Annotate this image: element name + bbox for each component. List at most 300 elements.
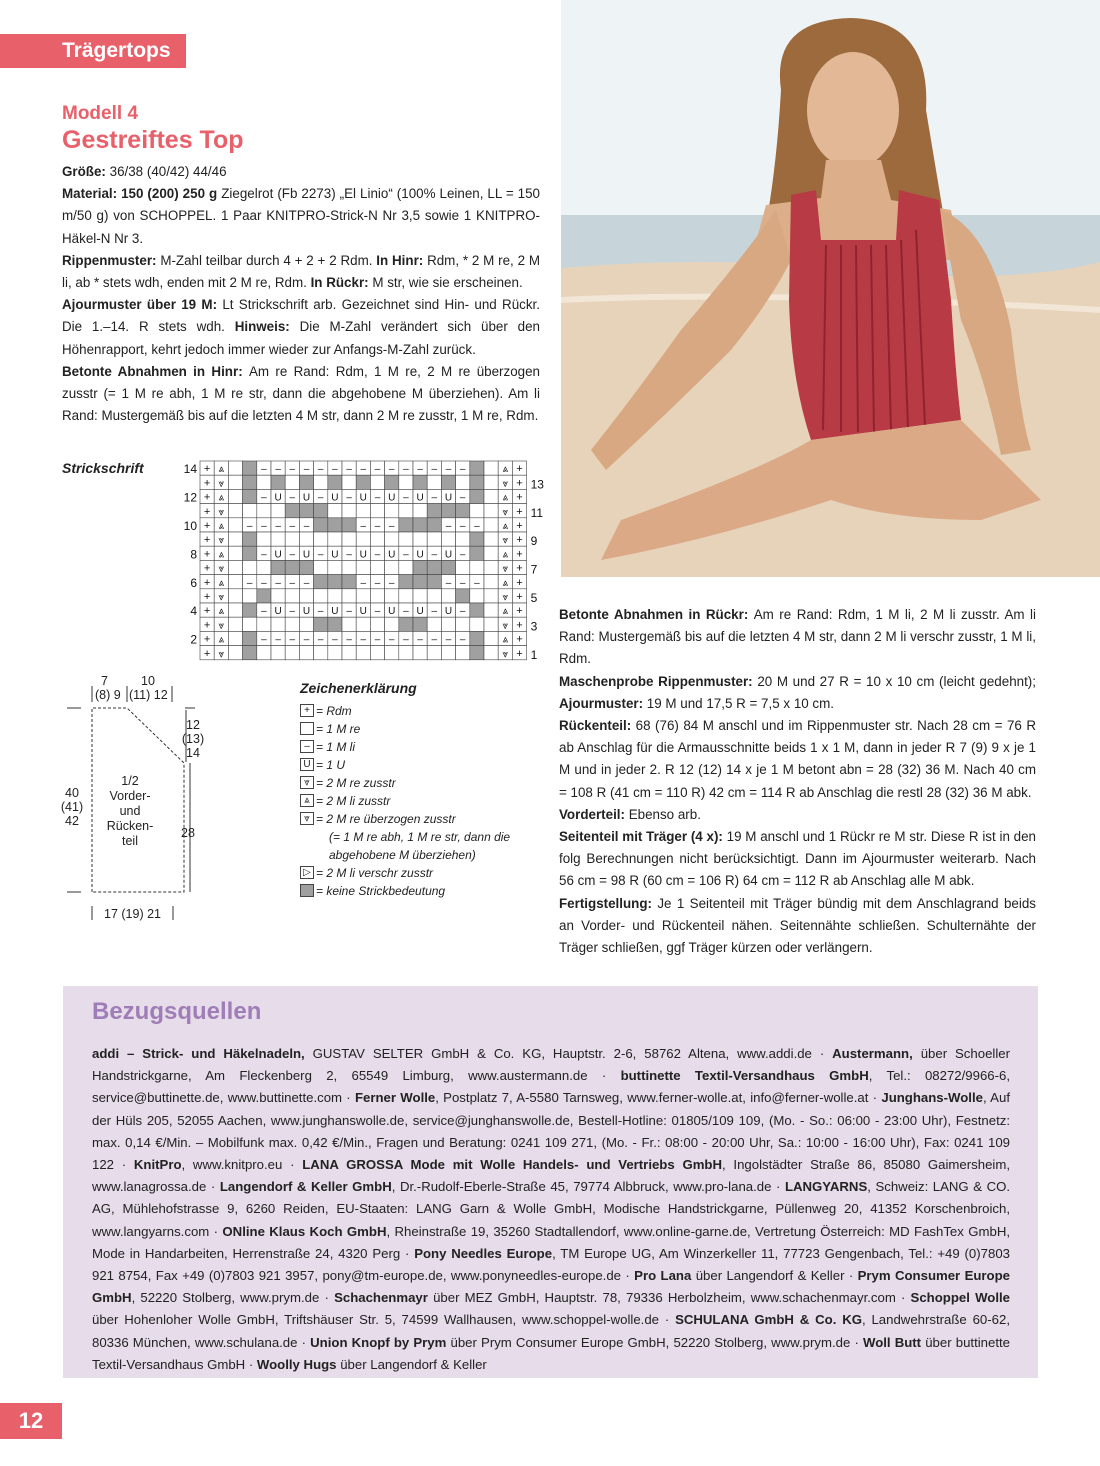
rdm-mark: + bbox=[516, 633, 523, 646]
chart-cell bbox=[441, 646, 455, 660]
purl-mark: – bbox=[360, 634, 367, 646]
purl-mark: – bbox=[431, 492, 438, 504]
yarn-over-mark: U bbox=[302, 492, 311, 504]
purl-mark: – bbox=[374, 549, 381, 561]
chart-cell bbox=[413, 532, 427, 546]
rdm-mark: + bbox=[203, 491, 211, 504]
purl-mark: – bbox=[346, 606, 352, 618]
text-label: Austermann, bbox=[832, 1046, 921, 1061]
decrease-mark: ⩔ bbox=[502, 648, 509, 660]
purl-mark: – bbox=[317, 464, 324, 476]
text-run: über buttinette Textil-Versandhaus GmbH · bbox=[92, 1334, 1011, 1372]
rdm-mark: + bbox=[516, 619, 523, 632]
purl-mark: – bbox=[289, 521, 296, 532]
chart-cell bbox=[427, 646, 441, 660]
p2tog-tbl-symbol-icon: ▷ bbox=[300, 866, 314, 879]
chart-cell bbox=[413, 560, 427, 574]
chart-cell bbox=[441, 560, 455, 574]
legend-label: = 2 M re zusstr bbox=[316, 776, 396, 790]
row-label-left: 10 bbox=[183, 519, 197, 533]
schematic-height-2: (41) bbox=[60, 800, 84, 814]
schematic-center-2: Vorder- bbox=[109, 789, 151, 803]
text-label: buttinette Textil-Versandhaus GmbH bbox=[620, 1068, 869, 1084]
text-run: Je 1 Seitenteil mit Träger bündig mit dem Anschlagrand beids an Vorder- und Rückenteil nähen. Seitennähte schließen. Schulternähte der Träger schließen, ggf Träger kürzen oder verlängern. bbox=[559, 895, 1036, 956]
purl-mark: – bbox=[374, 492, 381, 504]
chart-cell bbox=[441, 617, 455, 631]
text-label: Pro Lana bbox=[634, 1268, 696, 1284]
decrease-mark: ⩔ bbox=[502, 563, 509, 575]
text-run: über Langendorf & Keller · bbox=[695, 1268, 858, 1284]
row-label-right: 1 bbox=[530, 647, 538, 662]
paragraph bbox=[559, 826, 1036, 893]
chart-cell bbox=[299, 646, 313, 660]
chart-cell bbox=[228, 461, 242, 475]
purl-mark: – bbox=[431, 549, 438, 561]
chart-cell bbox=[413, 518, 427, 532]
yarn-over-mark: U bbox=[416, 606, 424, 618]
text-run: GUSTAV SELTER GmbH & Co. KG, Hauptstr. 2-6, 58762 Altena, www.addi.de · bbox=[312, 1046, 833, 1061]
chart-cell bbox=[484, 646, 498, 660]
chart-cell bbox=[257, 560, 271, 574]
text-label: Rippenmuster: bbox=[62, 252, 161, 268]
decrease-mark: ⩓ bbox=[502, 634, 509, 646]
text-label: Ajourmuster über 19 M: bbox=[62, 297, 223, 313]
knit-symbol-icon bbox=[300, 722, 314, 735]
rdm-mark: + bbox=[516, 647, 523, 660]
legend-label: abgehobene M überziehen) bbox=[329, 848, 476, 862]
yarn-over-mark: U bbox=[388, 606, 396, 618]
text-label: LANA GROSSA Mode mit Wolle Handels- und Vertriebs GmbH bbox=[302, 1157, 723, 1173]
chart-cell bbox=[299, 504, 313, 518]
purl-mark: – bbox=[346, 634, 352, 646]
chart-cell bbox=[399, 575, 413, 589]
chart-cell bbox=[228, 546, 242, 560]
chart-legend bbox=[300, 680, 510, 900]
pattern-instructions-right bbox=[559, 604, 1036, 959]
chart-cell bbox=[314, 589, 328, 603]
section-tag: Trägertops bbox=[0, 34, 186, 68]
yarn-over-mark: U bbox=[359, 549, 367, 561]
chart-cell bbox=[413, 504, 427, 518]
chart-cell bbox=[243, 461, 257, 475]
text-run: Lt Strickschrift arb. Gezeichnet sind Hin- und Rückr. Die 1.–14. R stets wdh. bbox=[62, 297, 540, 335]
chart-cell bbox=[328, 560, 342, 574]
rdm-mark: + bbox=[516, 562, 523, 575]
decrease-mark: ⩔ bbox=[502, 620, 509, 632]
chart-cell bbox=[456, 617, 470, 631]
yarn-over-mark: U bbox=[388, 492, 396, 504]
chart-cell bbox=[285, 646, 299, 660]
yarn-over-mark: U bbox=[444, 492, 453, 504]
legend-item bbox=[300, 864, 510, 882]
row-label-right: 13 bbox=[530, 477, 544, 492]
chart-cell bbox=[228, 504, 242, 518]
text-run: , Landwehrstraße 60-62, 80336 München, www.schulana.de · bbox=[92, 1312, 1010, 1350]
chart-cell bbox=[314, 646, 328, 660]
purl-mark: – bbox=[246, 577, 253, 589]
chart-cell bbox=[271, 589, 285, 603]
chart-cell bbox=[484, 546, 498, 560]
text-label: SCHULANA GmbH & Co. KG bbox=[675, 1312, 862, 1328]
chart-cell bbox=[470, 603, 484, 617]
text-run: 36/38 (40/42) 44/46 bbox=[109, 164, 227, 179]
chart-cell bbox=[427, 532, 441, 546]
purl-mark: – bbox=[346, 464, 352, 476]
chart-cell bbox=[271, 475, 285, 489]
rdm-mark: + bbox=[203, 591, 211, 603]
chart-cell bbox=[470, 560, 484, 574]
chart-cell bbox=[243, 603, 257, 617]
chart-cell bbox=[456, 560, 470, 574]
knitting-chart bbox=[175, 455, 545, 665]
chart-cell bbox=[484, 504, 498, 518]
chart-cell bbox=[328, 617, 342, 631]
text-label: In Rückr: bbox=[310, 275, 373, 291]
rdm-mark: + bbox=[203, 605, 211, 618]
text-label: KnitPro bbox=[133, 1157, 182, 1173]
chart-cell bbox=[413, 617, 427, 631]
schematic-right-top-2: (13) bbox=[181, 732, 205, 746]
chart-cell bbox=[228, 560, 242, 574]
model-photo bbox=[561, 0, 1100, 577]
rdm-mark: + bbox=[203, 505, 211, 518]
chart-cell bbox=[385, 532, 399, 546]
chart-cell bbox=[370, 560, 384, 574]
purl-mark: – bbox=[374, 521, 381, 532]
legend-item bbox=[300, 720, 510, 738]
text-label: Seitenteil mit Träger (4 x): bbox=[559, 829, 727, 845]
chart-cell bbox=[427, 560, 441, 574]
yarn-over-mark: U bbox=[302, 549, 311, 561]
chart-cell bbox=[427, 475, 441, 489]
chart-cell bbox=[370, 504, 384, 518]
legend-label: = 1 M re bbox=[316, 722, 361, 736]
yarn-over-mark: U bbox=[274, 549, 282, 561]
purl-mark: – bbox=[346, 549, 352, 561]
rdm-mark: + bbox=[516, 591, 523, 603]
decrease-mark: ⩔ bbox=[502, 506, 509, 518]
chart-cell bbox=[370, 475, 384, 489]
text-run: , Tel.: 08272/9966-6, service@buttinette.de, www.buttinette.com · bbox=[92, 1068, 1011, 1106]
chart-cell bbox=[484, 617, 498, 631]
chart-cell bbox=[243, 646, 257, 660]
text-run: über Prym Consumer Europe GmbH, 52220 Stolberg, www.prym.de · bbox=[450, 1334, 863, 1350]
rdm-mark: + bbox=[516, 548, 523, 561]
purl-mark: – bbox=[275, 634, 281, 646]
purl-mark: – bbox=[388, 464, 395, 476]
decrease-mark: ⩓ bbox=[218, 634, 225, 646]
chart-cell bbox=[456, 475, 470, 489]
text-label: Betonte Abnahmen in Rückr: bbox=[559, 607, 754, 622]
chart-cell bbox=[314, 575, 328, 589]
text-label: Ajourmuster: bbox=[559, 695, 647, 711]
chart-cell bbox=[228, 575, 242, 589]
purl-mark: – bbox=[360, 464, 367, 476]
chart-cell bbox=[299, 617, 313, 631]
purl-mark: – bbox=[275, 521, 281, 532]
text-run: 19 M und 17,5 R = 7,5 x 10 cm. bbox=[646, 695, 834, 711]
chart-cell bbox=[257, 532, 271, 546]
chart-cell bbox=[399, 532, 413, 546]
chart-cell bbox=[385, 589, 399, 603]
decrease-mark: ⩓ bbox=[218, 464, 225, 476]
photo-illustration bbox=[561, 0, 1100, 577]
chart-cell bbox=[441, 589, 455, 603]
paragraph bbox=[62, 183, 540, 250]
purl-mark: – bbox=[346, 492, 352, 504]
chart-cell bbox=[413, 575, 427, 589]
chart-cell bbox=[257, 589, 271, 603]
purl-mark: – bbox=[303, 577, 310, 589]
chart-cell bbox=[470, 461, 484, 475]
chart-cell bbox=[413, 475, 427, 489]
text-label: Maschenprobe Rippenmuster: bbox=[559, 673, 758, 689]
legend-label: = Rdm bbox=[316, 704, 352, 718]
yarn-over-mark: U bbox=[331, 606, 339, 618]
row-label-left: 14 bbox=[183, 462, 197, 477]
text-run: , TM Europe UG, Am Winzerkeller 11, 77723 Gengenbach, Tel.: +49 (0)7803 921 8754, Fax +49 (0)7803 921 3957, pony@tm-europe.de, www.ponyneedles-europe.de · bbox=[92, 1245, 1010, 1284]
chart-cell bbox=[413, 646, 427, 660]
chart-cell bbox=[285, 504, 299, 518]
chart-cell bbox=[356, 617, 370, 631]
purl-mark: – bbox=[261, 492, 267, 504]
row-label-left: 2 bbox=[190, 632, 197, 647]
text-label: Woll Butt bbox=[862, 1334, 926, 1350]
chart-cell bbox=[356, 646, 370, 660]
rdm-mark: + bbox=[203, 576, 211, 589]
purl-mark: – bbox=[374, 577, 381, 589]
chart-cell bbox=[314, 617, 328, 631]
yarn-over-mark: U bbox=[388, 549, 396, 561]
chart-cell bbox=[285, 532, 299, 546]
chart-cell bbox=[228, 589, 242, 603]
decrease-mark: ⩔ bbox=[218, 535, 225, 547]
purl-mark: – bbox=[459, 606, 466, 618]
text-label: Ferner Wolle bbox=[354, 1090, 436, 1106]
rdm-mark: + bbox=[203, 619, 211, 632]
chart-cell bbox=[243, 631, 257, 645]
chart-cell bbox=[328, 575, 342, 589]
purl-mark: – bbox=[261, 549, 267, 561]
chart-cell bbox=[243, 560, 257, 574]
chart-cell bbox=[356, 532, 370, 546]
text-run: Ziegelrot (Fb 2273) „El Linio“ (100% Leinen, LL = 150 m/50 g) von SCHOPPEL. 1 Paar KNITPRO-Strick-N Nr 3,5 sowie 1 KNITPRO-Häkel-N Nr 3. bbox=[62, 186, 540, 246]
purl-mark: – bbox=[289, 606, 296, 618]
purl-mark: – bbox=[374, 464, 381, 476]
decrease-mark: ⩓ bbox=[502, 464, 509, 476]
chart-cell bbox=[399, 560, 413, 574]
schematic-center bbox=[99, 774, 161, 849]
text-run: über Schoeller Handstrickgarne, Am Fleckenberg 2, 65549 Limburg, www.austermann.de · bbox=[92, 1046, 1010, 1084]
pattern-instructions-left bbox=[62, 161, 540, 427]
schematic-height-3: 42 bbox=[65, 814, 79, 828]
k2tog-symbol-icon: ⩔ bbox=[300, 776, 314, 789]
suppliers-title: Bezugsquellen bbox=[92, 998, 262, 1025]
chart-cell bbox=[356, 589, 370, 603]
purl-mark: – bbox=[360, 577, 367, 589]
text-run: Die M-Zahl verändert sich über den Höhenrapport, kehrt jedoch immer wieder zur Anfangs-M-Zahl zurück. bbox=[62, 319, 540, 357]
chart-cell bbox=[399, 646, 413, 660]
yarn-over-mark: U bbox=[416, 492, 424, 504]
chart-cell bbox=[484, 532, 498, 546]
schematic-center-3: und bbox=[119, 804, 141, 818]
schematic-top-left-sub: (8) 9 bbox=[95, 688, 121, 702]
chart-cell bbox=[342, 504, 356, 518]
schematic-center-5: teil bbox=[122, 834, 138, 848]
chart-cell bbox=[356, 475, 370, 489]
chart-cell bbox=[484, 603, 498, 617]
chart-cell bbox=[328, 646, 342, 660]
chart-cell bbox=[427, 617, 441, 631]
chart-cell bbox=[314, 475, 328, 489]
chart-cell bbox=[228, 532, 242, 546]
chart-cell bbox=[342, 646, 356, 660]
chart-cell bbox=[342, 532, 356, 546]
chart-cell bbox=[399, 475, 413, 489]
chart-cell bbox=[243, 589, 257, 603]
decrease-mark: ⩔ bbox=[218, 478, 225, 490]
purl-mark: – bbox=[289, 577, 296, 589]
rdm-mark: + bbox=[203, 633, 211, 646]
purl-mark: – bbox=[332, 464, 338, 476]
legend-label: (= 1 M re abh, 1 M re str, dann die bbox=[329, 830, 511, 844]
legend-item bbox=[300, 738, 510, 756]
yarn-over-mark: U bbox=[274, 492, 282, 504]
chart-cell bbox=[470, 475, 484, 489]
purl-mark: – bbox=[303, 634, 310, 646]
legend-item bbox=[300, 756, 510, 774]
yarn-over-mark: U bbox=[444, 606, 453, 618]
text-run: 19 M anschl und 1 Rückr re M str. Diese R ist in den folg Berechnungen nicht berücksichtigt. Dann im Ajourmuster weiterarb. Nach 56 cm = 98 R (60 cm = 106 R) 64 cm = 112 R ab Anschlag alle M abk. bbox=[559, 829, 1036, 889]
chart-cell bbox=[342, 560, 356, 574]
chart-cell bbox=[441, 532, 455, 546]
text-label: Schachenmayr bbox=[334, 1290, 434, 1306]
purl-mark: – bbox=[303, 521, 310, 532]
purl-mark: – bbox=[474, 577, 480, 589]
decrease-mark: ⩔ bbox=[502, 478, 509, 490]
row-label-right: 5 bbox=[530, 591, 538, 605]
purl-mark: – bbox=[289, 464, 296, 476]
purl-mark: – bbox=[459, 492, 466, 504]
purl-mark: – bbox=[275, 577, 281, 589]
text-label: Rückenteil: bbox=[559, 718, 636, 734]
purl-mark: – bbox=[431, 634, 438, 646]
suppliers-text bbox=[92, 1043, 1010, 1376]
model-title: Gestreiftes Top bbox=[62, 126, 244, 154]
text-run: über MEZ GmbH, Hauptstr. 78, 79336 Herbolzheim, www.schachenmayr.com · bbox=[433, 1290, 911, 1306]
text-run: , Ingolstädter Straße 86, 85080 Gaimersheim, www.lanagrossa.de · bbox=[92, 1157, 1010, 1195]
purl-mark: – bbox=[445, 464, 452, 476]
text-label: Fertigstellung: bbox=[559, 895, 658, 911]
decrease-mark: ⩓ bbox=[502, 577, 509, 589]
decrease-mark: ⩔ bbox=[502, 535, 509, 547]
chart-cell bbox=[470, 646, 484, 660]
chart-cell bbox=[456, 589, 470, 603]
text-label: Prym Consumer Europe GmbH bbox=[92, 1268, 1010, 1306]
chart-cell bbox=[427, 504, 441, 518]
purl-mark: – bbox=[445, 521, 452, 532]
text-label: LANGYARNS bbox=[784, 1179, 868, 1195]
yarn-over-symbol-icon: U bbox=[300, 758, 314, 771]
chart-cell bbox=[399, 589, 413, 603]
purl-mark: – bbox=[360, 521, 367, 532]
model-number: Modell 4 bbox=[62, 103, 139, 124]
chart-cell bbox=[441, 475, 455, 489]
purl-mark: – bbox=[474, 521, 480, 532]
purl-mark: – bbox=[403, 634, 409, 646]
chart-cell bbox=[484, 461, 498, 475]
chart-cell bbox=[470, 546, 484, 560]
purl-mark: – bbox=[289, 549, 296, 561]
chart-cell bbox=[257, 617, 271, 631]
purl-mark: – bbox=[403, 492, 409, 504]
schematic-right-bottom: 28 bbox=[181, 826, 195, 840]
chart-cell bbox=[441, 504, 455, 518]
chart-cell bbox=[484, 575, 498, 589]
chart-cell bbox=[243, 617, 257, 631]
text-run: , www.knitpro.eu · bbox=[181, 1157, 303, 1173]
text-run: Rdm, * 2 M re, 2 M li, ab * stets wdh, enden mit 2 M re, Rdm. bbox=[62, 252, 540, 291]
no-stitch-symbol-icon bbox=[300, 884, 314, 897]
rdm-mark: + bbox=[203, 562, 211, 575]
legend-item bbox=[300, 882, 510, 900]
chart-cell bbox=[299, 560, 313, 574]
paragraph bbox=[559, 893, 1036, 960]
row-label-right: 3 bbox=[530, 619, 538, 634]
purl-mark: – bbox=[459, 464, 466, 476]
chart-cell bbox=[385, 617, 399, 631]
purl-mark: – bbox=[261, 634, 267, 646]
chart-cell bbox=[356, 504, 370, 518]
text-run: 20 M und 27 R = 10 x 10 cm (leicht gedehnt); bbox=[757, 673, 1036, 689]
row-label-right: 9 bbox=[530, 534, 538, 549]
schematic-right-top-3: 14 bbox=[186, 746, 200, 760]
purl-mark: – bbox=[388, 521, 395, 532]
chart-cell bbox=[470, 631, 484, 645]
chart-cell bbox=[257, 504, 271, 518]
legend-item bbox=[300, 774, 510, 792]
text-run: , 52220 Stolberg, www.prym.de · bbox=[131, 1290, 335, 1306]
decrease-mark: ⩔ bbox=[502, 592, 509, 603]
legend-item bbox=[300, 702, 510, 720]
text-run: , Rheinstraße 19, 35260 Stadtallendorf, www.online-garne.de, Vertretung Österreich: MD FashTex GmbH, Mode in Handarbeiten, Herrenstraße 24, 4320 Perg · bbox=[92, 1223, 1011, 1261]
rdm-mark: + bbox=[516, 477, 523, 490]
legend-label: = keine Strickbedeutung bbox=[316, 884, 446, 898]
text-label: Material: 150 (200) 250 g bbox=[62, 186, 222, 202]
chart-cell bbox=[413, 589, 427, 603]
decrease-mark: ⩔ bbox=[218, 620, 225, 632]
text-run: 68 (76) 84 M anschl und im Rippenmuster str. Nach 28 cm = 76 R ab Anschlag für die Armausschnitte beids 1 x 1 M, dann in jeder R 7 (9) 9 x je 1 M und in jeder 2. R 12 (12) 14 x je 1 M betont abn = 28 (32) 36 M. Nach 40 cm = 108 R (41 cm = 110 R) 42 cm = 114 R ab Anschlag die restl 28 (32) 36 M abk. bbox=[559, 718, 1036, 800]
decrease-mark: ⩓ bbox=[218, 606, 225, 618]
chart-cell bbox=[385, 475, 399, 489]
chart-cell bbox=[385, 646, 399, 660]
text-run: , Schweiz: LANG & CO. AG, Mühlehofstrasse 9, 6260 Reiden, EU-Staaten: LANG Garn & Wolle GmbH, Modische Handstrickgarne, Püllenweg 20, 41352 Korschenbroich, www.langyarns.com · bbox=[92, 1179, 1011, 1239]
rdm-mark: + bbox=[203, 520, 211, 532]
chart-cell bbox=[399, 518, 413, 532]
text-run: M-Zahl teilbar durch 4 + 2 + 2 Rdm. bbox=[160, 252, 377, 268]
chart-cell bbox=[271, 617, 285, 631]
purl-mark: – bbox=[459, 634, 466, 646]
text-label: Junghans-Wolle bbox=[881, 1090, 983, 1106]
legend-item bbox=[300, 828, 510, 846]
rdm-mark: + bbox=[203, 534, 211, 547]
paragraph bbox=[559, 804, 1036, 826]
yarn-over-mark: U bbox=[302, 606, 311, 618]
purl-mark: – bbox=[317, 549, 324, 561]
rdm-mark: + bbox=[516, 576, 523, 589]
chart-cell bbox=[228, 631, 242, 645]
purl-mark: – bbox=[261, 606, 267, 618]
